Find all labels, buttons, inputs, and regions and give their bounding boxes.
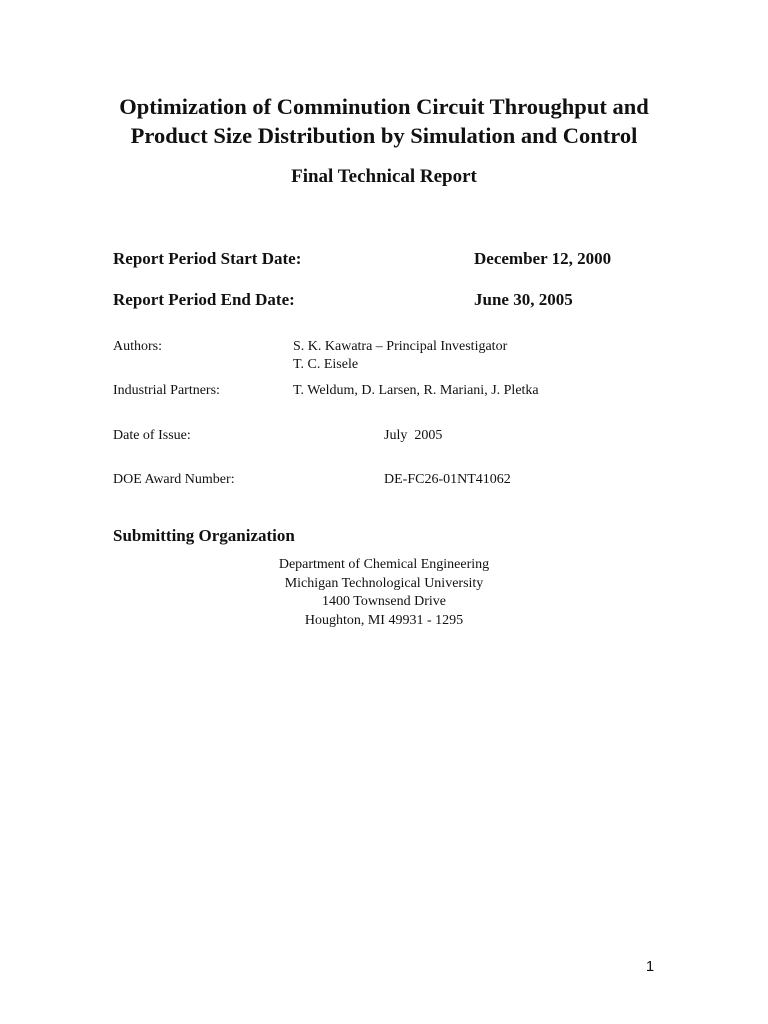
report-title-line-1: Optimization of Comminution Circuit Throughput and xyxy=(119,94,649,119)
address-line-3: 1400 Townsend Drive xyxy=(322,594,446,609)
address-line-2: Michigan Technological University xyxy=(284,575,484,591)
start-date-label: Report Period Start Date: xyxy=(113,249,302,268)
doe-award-value: DE-FC26-01NT41062 xyxy=(384,472,511,487)
start-date-value: December 12, 2000 xyxy=(474,249,612,268)
report-title-line-2: Product Size Distribution by Simulation and Control xyxy=(130,123,638,148)
authors-value xyxy=(293,338,507,374)
address-line-4: Houghton, MI 49931 - 1295 xyxy=(304,612,464,628)
industrial-partners-value: T. Weldum, D. Larsen, R. Mariani, J. Pletka xyxy=(293,383,539,398)
report-subtitle: Final Technical Report xyxy=(291,166,477,187)
date-of-issue-value: July 2005 xyxy=(384,428,443,443)
industrial-partners-label: Industrial Partners: xyxy=(113,383,220,398)
page-number: 1 xyxy=(645,958,655,975)
report-title xyxy=(0,92,768,150)
end-date-value: June 30, 2005 xyxy=(474,290,573,309)
submitting-organization-heading: Submitting Organization xyxy=(113,526,295,545)
author-line-2: T. C. Eisele xyxy=(293,357,359,372)
authors-label: Authors: xyxy=(113,339,162,354)
address-line-1: Department of Chemical Engineering xyxy=(278,557,490,572)
end-date-label: Report Period End Date: xyxy=(113,290,295,309)
doe-award-label: DOE Award Number: xyxy=(113,472,235,487)
date-of-issue-label: Date of Issue: xyxy=(113,428,191,443)
organization-address xyxy=(0,556,768,630)
author-line-1: S. K. Kawatra – Principal Investigator xyxy=(293,339,508,354)
